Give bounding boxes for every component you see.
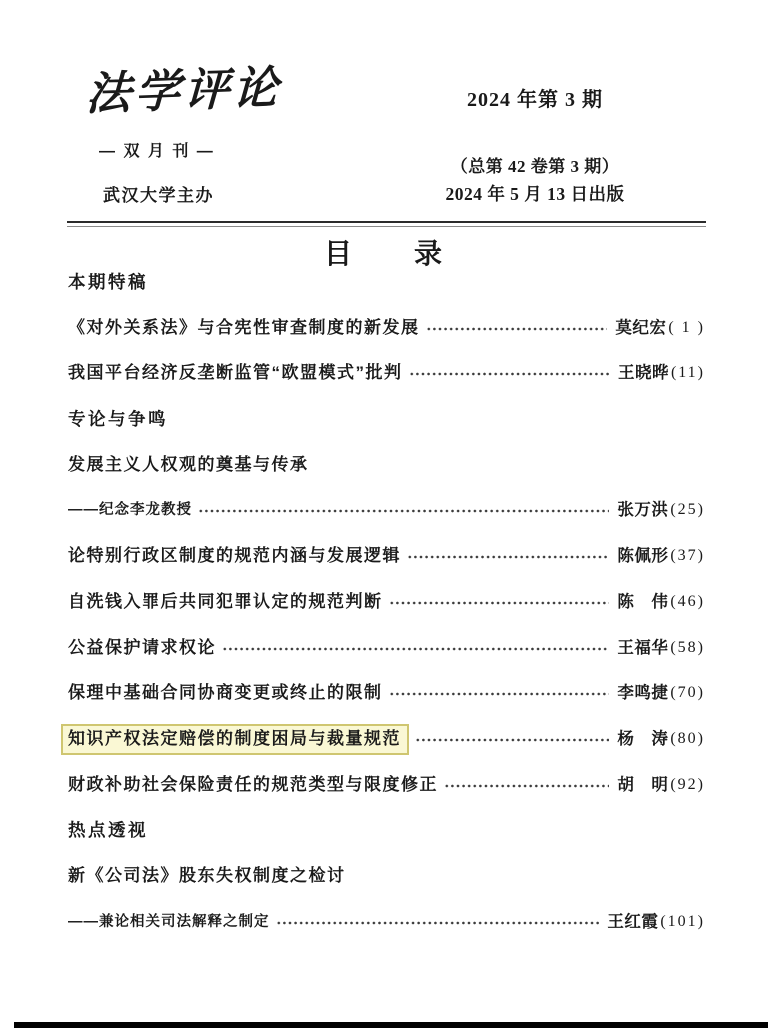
entry-page-number: (92) xyxy=(670,775,705,793)
toc-entry xyxy=(68,363,705,409)
entry-title: 公益保护请求权论 xyxy=(68,637,216,657)
entry-page-number: ( 1 ) xyxy=(668,318,705,336)
journal-logo: 法学评论 xyxy=(84,60,283,121)
toc-sub xyxy=(68,500,705,546)
header-divider xyxy=(67,221,706,227)
dot-leader xyxy=(389,592,610,612)
dot-leader xyxy=(407,546,609,566)
entry-page-number: (46) xyxy=(670,592,705,610)
dot-leader xyxy=(222,638,609,658)
toc-section xyxy=(68,820,705,866)
entry-title: 新《公司法》股东失权制度之检讨 xyxy=(68,865,346,885)
toc-entry xyxy=(68,318,705,364)
organizer-label: 武汉大学主办 xyxy=(103,186,214,205)
entry-author: 王晓晔 xyxy=(617,364,669,383)
toc-title: 目 录 xyxy=(323,238,444,269)
publish-date-label: 2024 年 5 月 13 日出版 xyxy=(445,184,625,204)
entry-author: 陈 伟 xyxy=(617,592,669,611)
toc-section xyxy=(68,272,705,318)
dot-leader xyxy=(276,912,600,932)
frequency-label: — 双 月 刊 — xyxy=(99,143,215,160)
entry-page-number: (25) xyxy=(670,501,705,519)
entry-title: 发展主义人权观的奠基与传承 xyxy=(68,454,309,474)
entry-author: 莫纪宏 xyxy=(615,318,667,337)
toc-section xyxy=(68,409,705,455)
dot-leader xyxy=(415,729,609,749)
section-title: 热点透视 xyxy=(68,820,148,841)
toc-title-only xyxy=(68,455,705,501)
entry-title: ——纪念李龙教授 xyxy=(68,502,192,519)
dot-leader xyxy=(389,683,610,703)
entry-author: 王福华 xyxy=(617,638,669,657)
toc-title-only xyxy=(68,866,705,912)
entry-page-number: (11) xyxy=(670,364,705,382)
entry-page-number: (70) xyxy=(670,684,705,702)
entry-title: 保理中基础合同协商变更或终止的限制 xyxy=(68,683,383,703)
entry-title: 论特别行政区制度的规范内涵与发展逻辑 xyxy=(68,546,401,566)
entry-author: 王红霞 xyxy=(607,912,659,931)
entry-title: 我国平台经济反垄断监管“欧盟模式”批判 xyxy=(68,363,403,383)
entry-page-number: (58) xyxy=(670,638,705,656)
toc-entry-highlighted xyxy=(68,729,705,775)
dot-leader xyxy=(409,363,610,383)
entry-title: ——兼论相关司法解释之制定 xyxy=(68,913,270,930)
dot-leader xyxy=(198,500,609,520)
scan-bottom-edge xyxy=(14,1022,768,1028)
entry-title: 知识产权法定赔偿的制度困局与裁量规范 xyxy=(61,724,409,755)
entry-author: 杨 涛 xyxy=(617,729,669,748)
entry-author: 陈佩形 xyxy=(617,547,669,566)
toc-rows xyxy=(68,272,705,957)
toc-entry xyxy=(68,775,705,821)
issue-label: 2024 年第 3 期 xyxy=(467,89,603,111)
section-title: 专论与争鸣 xyxy=(68,409,168,430)
entry-page-number: (80) xyxy=(670,729,705,747)
toc-entry xyxy=(68,638,705,684)
entry-author: 李鸣捷 xyxy=(617,684,669,703)
entry-author: 张万洪 xyxy=(617,501,669,520)
toc-entry xyxy=(68,546,705,592)
entry-title: 自洗钱入罪后共同犯罪认定的规范判断 xyxy=(68,591,383,611)
entry-page-number: (37) xyxy=(670,547,705,565)
entry-title: 《对外关系法》与合宪性审查制度的新发展 xyxy=(68,317,420,337)
volume-label: （总第 42 卷第 3 期） xyxy=(450,157,620,176)
dot-leader xyxy=(426,318,608,338)
toc-sub xyxy=(68,912,705,958)
dot-leader xyxy=(444,775,609,795)
entry-title: 财政补助社会保险责任的规范类型与限度修正 xyxy=(68,774,438,794)
toc-entry xyxy=(68,683,705,729)
section-title: 本期特稿 xyxy=(68,272,148,292)
entry-author: 胡 明 xyxy=(617,775,669,794)
entry-page-number: (101) xyxy=(660,912,705,930)
toc-entry xyxy=(68,592,705,638)
